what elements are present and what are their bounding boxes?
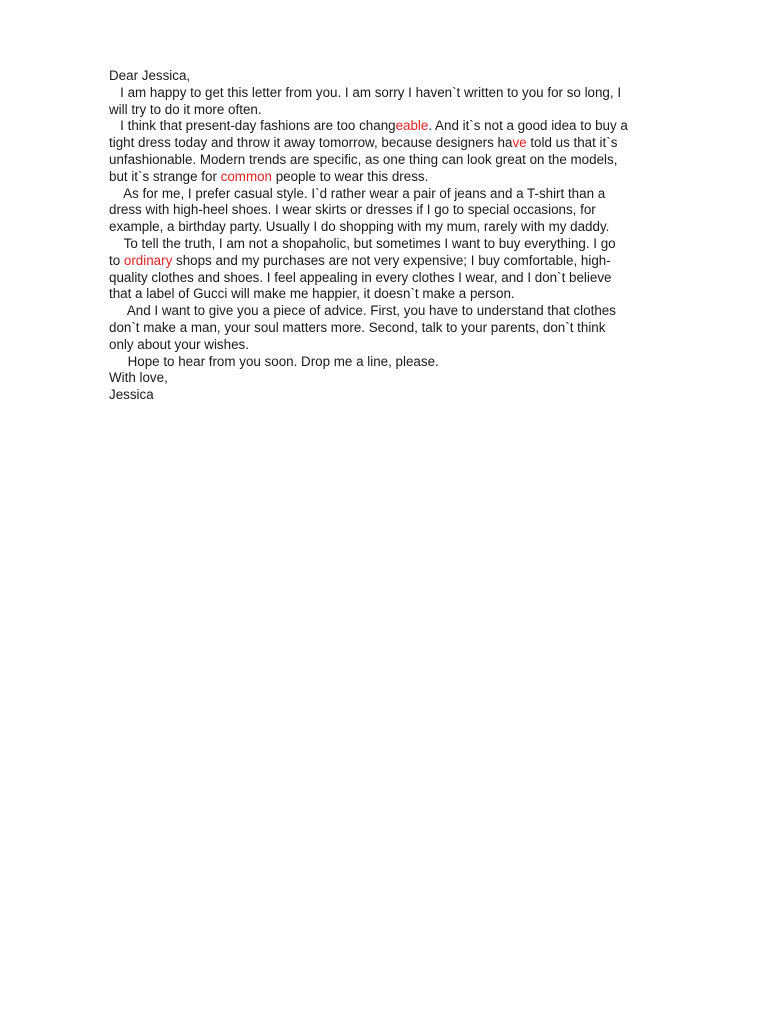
paragraph-3-line-3: example, a birthday party. Usually I do shopping with my mum, rarely with my daddy. <box>109 219 610 235</box>
text-run: told us that it`s <box>526 135 618 151</box>
paragraph-1-line-1: I am happy to get this letter from you. I am sorry I haven`t written to you for so long, I <box>109 84 622 100</box>
letter-body <box>109 68 719 404</box>
paragraph-6-line-1: Hope to hear from you soon. Drop me a line, please. <box>109 353 439 369</box>
text-run: shops and my purchases are not very expensive; I buy comfortable, high- <box>172 252 611 268</box>
highlighted-correction: eable <box>395 118 429 134</box>
highlighted-correction: common <box>220 168 272 184</box>
paragraph-2-line-2 <box>109 135 719 152</box>
paragraph-2-line-3: unfashionable. Modern trends are specific, as one thing can look great on the models, <box>109 151 618 167</box>
paragraph-1-line-2: will try to do it more often. <box>109 101 262 117</box>
signature: Jessica <box>109 387 154 403</box>
paragraph-5-line-2: don`t make a man, your soul matters more. Second, talk to your parents, don`t think <box>109 319 606 335</box>
paragraph-4-line-1: To tell the truth, I am not a shopaholic, but sometimes I want to buy everything. I go <box>109 235 616 251</box>
text-run: tight dress today and throw it away tomorrow, because designers ha <box>109 135 513 151</box>
greeting: Dear Jessica, <box>109 68 191 83</box>
paragraph-3-line-1: As for me, I prefer casual style. I`d rather wear a pair of jeans and a T-shirt than a <box>109 185 606 201</box>
paragraph-2-line-1 <box>109 118 719 135</box>
paragraph-4-line-4: that a label of Gucci will make me happier, it doesn`t make a person. <box>109 286 515 302</box>
paragraph-3-line-2: dress with high-heel shoes. I wear skirts or dresses if I go to special occasions, for <box>109 202 596 218</box>
highlighted-correction: ordinary <box>123 252 173 268</box>
text-run: but it`s strange for <box>109 168 221 184</box>
paragraph-2-line-4 <box>109 169 719 186</box>
closing: With love, <box>109 370 168 386</box>
highlighted-correction: ve <box>512 135 527 151</box>
paragraph-5-line-1: And I want to give you a piece of advice. First, you have to understand that clothes <box>109 303 616 319</box>
text-run: people to wear this dress. <box>272 168 429 184</box>
text-run: . And it`s not a good idea to buy a <box>428 118 628 134</box>
text-run: I think that present-day fashions are too chang <box>109 118 396 134</box>
paragraph-4-line-3: quality clothes and shoes. I feel appealing in every clothes I wear, and I don`t believe <box>109 269 612 285</box>
paragraph-5-line-3: only about your wishes. <box>109 336 249 352</box>
text-run: to <box>109 252 124 268</box>
paragraph-4-line-2 <box>109 253 719 270</box>
